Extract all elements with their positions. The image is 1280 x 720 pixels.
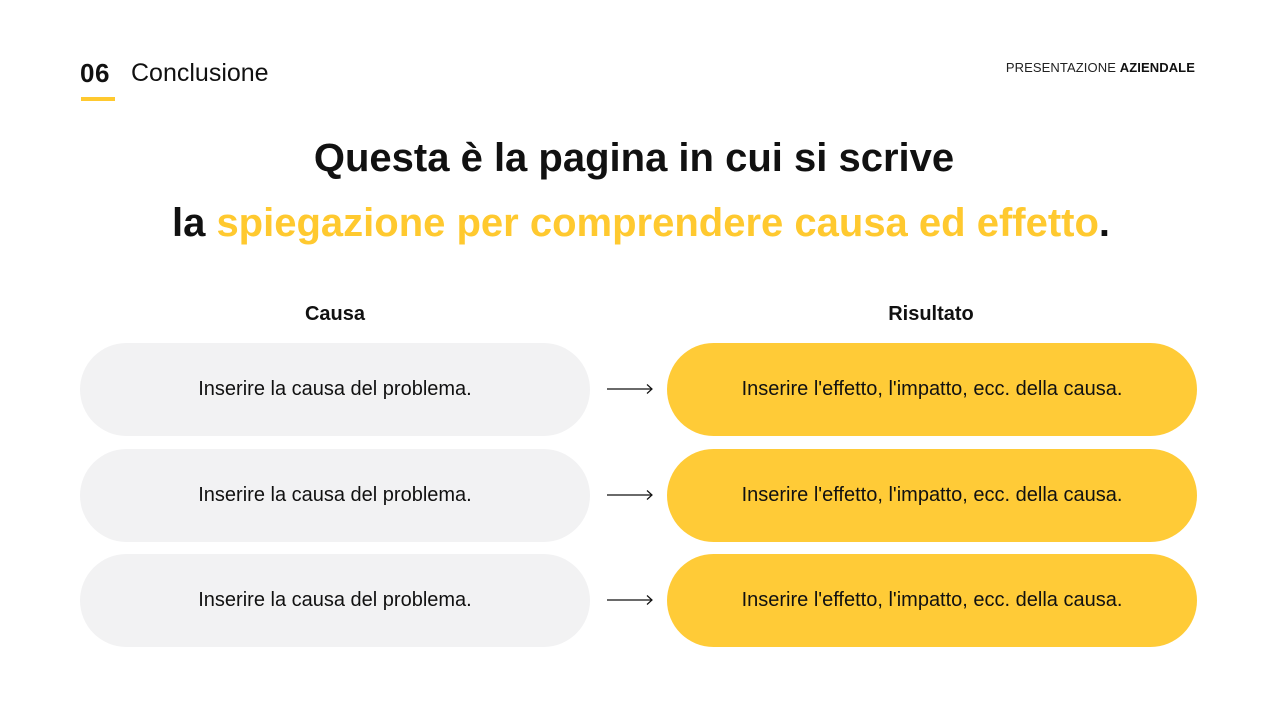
effect-text: Inserire l'effetto, l'impatto, ecc. della causa. — [741, 589, 1123, 611]
effect-text: Inserire l'effetto, l'impatto, ecc. della causa. — [741, 378, 1123, 400]
effect-pill — [667, 449, 1197, 542]
effect-pill — [667, 343, 1197, 436]
cause-pill — [80, 554, 590, 647]
section-underline — [81, 97, 115, 101]
brand-label — [1006, 60, 1195, 75]
headline-prefix: la — [171, 201, 217, 245]
cause-pill — [80, 343, 590, 436]
cause-text: Inserire la causa del problema. — [198, 589, 472, 611]
cause-text: Inserire la causa del problema. — [198, 484, 472, 506]
brand-light-text: PRESENTAZIONE — [1005, 60, 1120, 75]
cause-text: Inserire la causa del problema. — [198, 378, 472, 400]
headline-suffix: . — [1098, 201, 1111, 245]
cause-effect-row — [0, 343, 1280, 436]
headline-highlight: spiegazione per comprendere causa ed effetto — [216, 201, 1099, 245]
effect-pill — [667, 554, 1197, 647]
cause-pill — [80, 449, 590, 542]
result-column-heading: Risultato — [888, 303, 974, 325]
arrow-right-icon — [607, 489, 655, 501]
section-number: 06 — [80, 58, 110, 88]
cause-effect-row — [0, 449, 1280, 542]
cause-column-heading: Causa — [304, 303, 366, 325]
section-title: Conclusione — [131, 59, 269, 87]
headline-line-2 — [1, 199, 1280, 247]
effect-text: Inserire l'effetto, l'impatto, ecc. della causa. — [741, 484, 1123, 506]
headline-line-1: Questa è la pagina in cui si scrive — [313, 136, 955, 180]
brand-bold-text: AZIENDALE — [1119, 60, 1195, 75]
cause-effect-row — [0, 554, 1280, 647]
arrow-right-icon — [607, 383, 655, 395]
arrow-right-icon — [607, 594, 655, 606]
